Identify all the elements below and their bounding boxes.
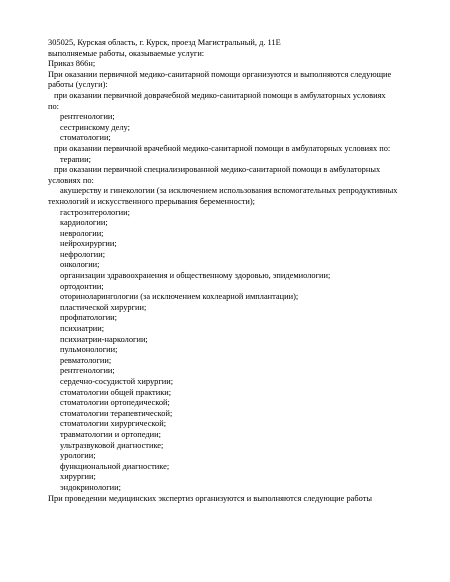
doctor-care-list (48, 155, 438, 166)
list-item: сестринскому делу; (60, 122, 130, 132)
list-item: стоматологии терапевтической; (60, 408, 173, 418)
list-item: психиатрии-наркологии; (60, 334, 148, 344)
list-item: стоматологии ортопедической; (60, 398, 170, 408)
specialized-care-line-2: условиях по: (48, 175, 94, 185)
pre-doctor-care-list (48, 112, 438, 144)
list-item: хирургии; (60, 472, 96, 482)
expertise-intro-line: При проведении медицинских экспертиз организуются и выполняются следующие работы (48, 493, 372, 503)
pre-doctor-care-line-1: при оказании первичной доврачебной медико-санитарной помощи в амбулаторных условиях (54, 90, 386, 100)
pre-doctor-care-line-2: по: (48, 101, 59, 111)
obstetrics-line-2: технологий и искусственного прерывания беременности); (48, 196, 255, 206)
specialized-care-line-1: при оказании первичной специализированной медико-санитарной помощи в амбулаторных (54, 165, 381, 175)
list-item: нейрохирургии; (60, 239, 117, 249)
order-line: Приказ 866н; (48, 59, 96, 69)
list-item: профпатологии; (60, 313, 117, 323)
list-item: пластической хирургии; (60, 302, 147, 312)
obstetrics-line-1: акушерству и гинекологии (за исключением использования вспомогательных репродуктивных (60, 186, 398, 196)
list-item: стоматологии общей практики; (60, 387, 172, 397)
works-label: выполняемые работы, оказываемые услуги: (48, 48, 205, 58)
list-item: стоматологии; (60, 133, 111, 143)
list-item: урологии; (60, 451, 96, 461)
list-item: ультразвуковой диагностике; (60, 440, 164, 450)
doctor-care-line: при оказании первичной врачебной медико-санитарной помощи в амбулаторных условиях по: (54, 143, 391, 153)
list-item: терапии; (60, 154, 91, 164)
specialized-care-list (48, 208, 438, 494)
list-item: гастроэнтерологии; (60, 207, 130, 217)
list-item: травматологии и ортопедии; (60, 429, 161, 439)
list-item: рентгенологии; (60, 112, 115, 122)
list-item: ревматологии; (60, 355, 112, 365)
list-item: стоматологии хирургической; (60, 419, 167, 429)
list-item: пульмонологии; (60, 345, 118, 355)
primary-care-intro-line-1: При оказании первичной медико-санитарной помощи организуются и выполняются следующие (48, 69, 392, 79)
list-item: эндокринологии; (60, 482, 121, 492)
list-item: организации здравоохранения и общественному здоровью, эпидемиологии; (60, 271, 331, 281)
list-item: нефрологии; (60, 249, 106, 259)
list-item: неврологии; (60, 228, 104, 238)
address-line: 305025, Курская область, г. Курск, проезд Магистральный, д. 11Е (48, 38, 281, 47)
list-item: оториноларингологии (за исключением кохлеарной имплантации); (60, 292, 299, 302)
list-item: кардиологии; (60, 218, 108, 228)
list-item: сердечно-сосудистой хирургии; (60, 377, 174, 386)
list-item: ортодонтии; (60, 281, 104, 291)
list-item: психиатрии; (60, 324, 105, 334)
primary-care-intro-line-2: работы (услуги): (48, 80, 108, 90)
list-item: онкологии; (60, 260, 100, 270)
list-item: рентгенологии; (60, 366, 115, 376)
document-page (48, 38, 438, 504)
list-item: функциональной диагностике; (60, 461, 170, 471)
